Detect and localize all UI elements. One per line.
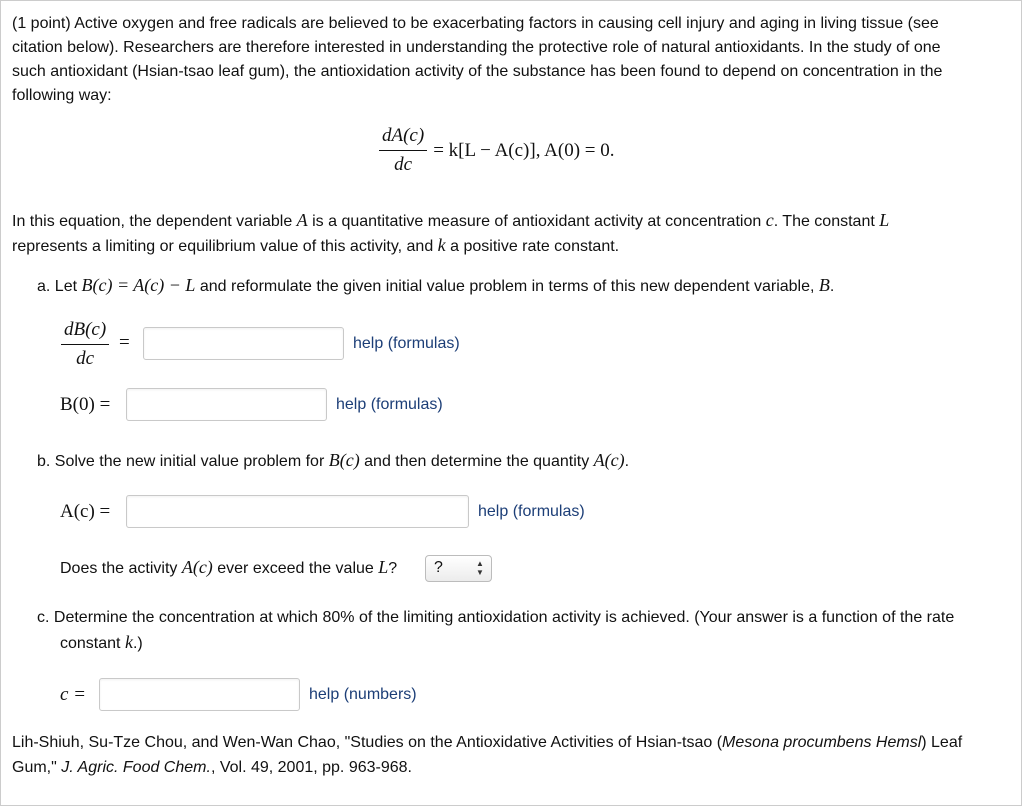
var-Ac-question: A(c) <box>181 557 213 577</box>
help-numbers-link[interactable]: help (numbers) <box>309 686 417 703</box>
Ac-label: A(c) = <box>60 501 111 522</box>
var-k: k <box>437 235 446 255</box>
equation-denominator: dc <box>394 154 413 175</box>
dB-dc-answer-input[interactable] <box>143 327 344 360</box>
dB-numerator: dB(c) <box>61 319 109 345</box>
exceed-question: Does the activity A(c) ever exceed the value L? <box>60 557 398 577</box>
description-line-1: In this equation, the dependent variable A is a quantitative measure of antioxidant activity at concentration c. The constant L <box>12 210 890 230</box>
help-formulas-link-2[interactable]: help (formulas) <box>336 396 443 413</box>
exceed-select[interactable] <box>425 555 492 582</box>
equation-rhs: = k[L − A(c)], A(0) = 0. <box>433 139 615 161</box>
B0-label: B(0) = <box>60 394 111 415</box>
Ac-answer-input[interactable] <box>126 495 469 528</box>
citation-species: Mesona procumbens Hemsl <box>722 734 922 751</box>
equation-numerator: dA(c) <box>379 125 427 151</box>
var-Ac: A(c) <box>593 450 625 470</box>
main-equation <box>379 125 615 176</box>
intro-line-3: such antioxidant (Hsian-tsao leaf gum), the antioxidation activity of the substance has been found to depend on concentration in the <box>12 63 943 80</box>
dB-dc-fraction <box>61 319 109 370</box>
part-a-substitution: B(c) = A(c) − L <box>81 275 196 295</box>
part-c-prompt-line-2: constant k.) <box>60 632 143 652</box>
intro-line-4: following way: <box>12 87 112 104</box>
c-label: c = <box>60 684 87 705</box>
citation-line-1: Lih-Shiuh, Su-Tze Chou, and Wen-Wan Chao, "Studies on the Antioxidative Activities of Hsian-tsao (Mesona procumbens Hemsl) Leaf <box>12 734 963 751</box>
var-k-c: k <box>124 632 133 652</box>
equation-fraction <box>379 125 427 176</box>
var-c: c <box>765 210 774 230</box>
var-L: L <box>879 210 890 230</box>
part-b-prompt: b. Solve the new initial value problem for B(c) and then determine the quantity A(c). <box>37 450 630 470</box>
var-Bc: B(c) <box>328 450 360 470</box>
select-updown-icon: ▲ ▼ <box>476 559 484 577</box>
var-L-question: L <box>378 557 389 577</box>
part-a-prompt: a. Let B(c) = A(c) − L and reformulate the given initial value problem in terms of this new dependent variable, B. <box>37 275 835 295</box>
var-B: B <box>818 275 830 295</box>
c-answer-input[interactable] <box>99 678 300 711</box>
dB-denominator: dc <box>76 348 95 369</box>
intro-line-2: citation below). Researchers are therefore interested in understanding the protective role of natural antioxidants. In the study of one <box>12 39 941 56</box>
B0-answer-input[interactable] <box>126 388 327 421</box>
exceed-select-value: ? <box>434 559 443 576</box>
var-A: A <box>296 210 308 230</box>
citation-journal: J. Agric. Food Chem. <box>61 759 211 776</box>
help-formulas-link-1[interactable]: help (formulas) <box>353 335 460 352</box>
dB-equals: = <box>119 332 130 353</box>
citation-line-2: Gum," J. Agric. Food Chem., Vol. 49, 2001, pp. 963-968. <box>12 759 412 776</box>
description-line-2: represents a limiting or equilibrium value of this activity, and k a positive rate constant. <box>12 235 620 255</box>
intro-line-1: (1 point) Active oxygen and free radicals are believed to be exacerbating factors in causing cell injury and aging in living tissue (see <box>12 15 939 32</box>
help-formulas-link-3[interactable]: help (formulas) <box>478 503 585 520</box>
part-c-prompt-line-1: c. Determine the concentration at which 80% of the limiting antioxidation activity is achieved. (Your answer is a function of the rate <box>37 609 955 626</box>
